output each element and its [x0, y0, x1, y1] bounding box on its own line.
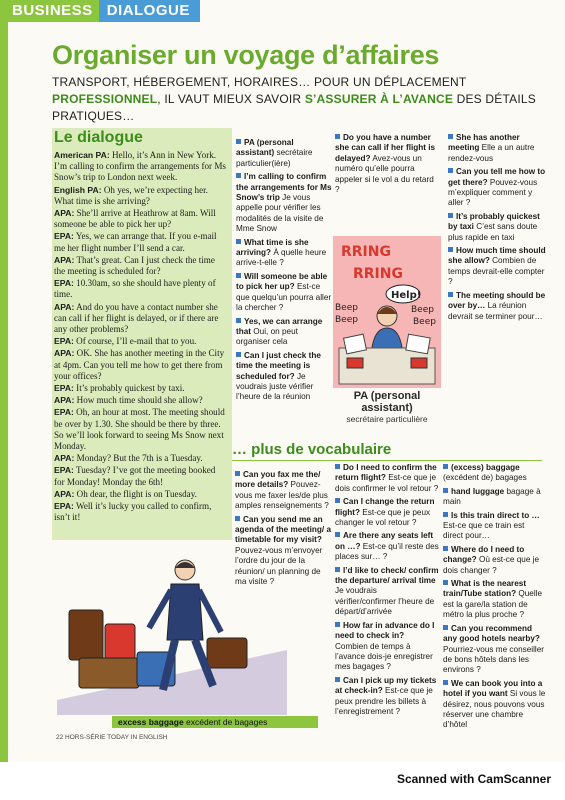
dialogue-text: She’ll arrive at Heathrow at 8am. Will someone be able to pick her up?: [54, 208, 216, 230]
speaker-label: APA:: [54, 301, 75, 312]
dialogue-text: It’s probably quickest by taxi.: [73, 383, 185, 394]
page-footer: 22 HORS-SÉRIE TODAY IN ENGLISH: [56, 734, 168, 741]
dialogue-line: [54, 395, 228, 406]
pa-caption: [330, 390, 444, 424]
glossary-item: [443, 545, 546, 576]
speaker-label: APA:: [54, 254, 75, 265]
phone-2: [411, 358, 427, 368]
speaker-label: APA:: [54, 488, 75, 499]
term-english: PA (personal assistant): [236, 138, 294, 158]
glossary-item: [235, 470, 331, 512]
speaker-label: APA:: [54, 348, 75, 359]
ringing-text-1: RRING: [341, 244, 391, 260]
term-english: What is the nearest train/Tube station?: [443, 579, 527, 599]
glossary-item: [236, 351, 332, 403]
term-french: (excédent de) bagages: [443, 473, 527, 483]
term-french: Est-ce que ce train est direct pour…: [443, 521, 525, 541]
traveller-arm-left: [149, 590, 171, 628]
term-english: I’m calling to confirm the arrangements for Ms Snow’s trip: [236, 172, 332, 203]
term-english: hand luggage: [443, 487, 504, 496]
glossary-item: [335, 463, 439, 494]
suitcase-3: [79, 658, 139, 688]
dialogue-text: 10.30am, so she should have plenty of time.: [54, 278, 216, 300]
term-english: Can I just check the time the meeting is scheduled for?: [236, 350, 321, 381]
dialogue-text: Of course, I’ll e-mail that to you.: [73, 336, 197, 347]
glossary-item: [335, 676, 439, 718]
dialogue-lines: [54, 150, 228, 525]
dialogue-text: Well it’s lucky you called to confirm, isn’t it!: [54, 501, 212, 523]
term-french: La réunion devrait se terminer pour…: [448, 301, 543, 321]
section-header: [0, 0, 250, 22]
glossary-item: [236, 172, 332, 234]
term-english: Can you fax me the/ more details?: [235, 470, 321, 490]
subtitle-highlight1: PROFESSIONNEL: [52, 92, 158, 106]
term-french: Est-ce que quelqu’un pourra aller la chercher ?: [236, 282, 332, 313]
glossary-item: [335, 566, 439, 618]
glossary-item: [448, 212, 546, 243]
term-english: The meeting should be over by…: [448, 290, 546, 311]
speaker-label: EPA:: [54, 407, 74, 418]
term-french: Quelle est la gare/la station de métro la plus proche ?: [443, 589, 543, 620]
subtitle-part3: DES DÉTAILS PRATIQUES…: [52, 92, 536, 123]
term-french: Pouvez-vous m’envoyer l’ordre du jour de la réunion/ un planning de ma visite ?: [235, 545, 323, 587]
term-french: Oui, on peut organiser cela: [236, 326, 298, 347]
term-french: Combien de temps devrait-elle compter ?: [448, 256, 545, 287]
term-french: Pouvez-vous m’expliquer comment y aller ?: [448, 177, 538, 208]
speaker-label: EPA:: [54, 465, 74, 476]
business-tag: BUSINESS: [0, 0, 99, 22]
subtitle-part1: TRANSPORT, HÉBERGEMENT, HORAIRES… POUR UN DÉPLACEMENT: [52, 75, 467, 89]
term-english: Can I pick up my tickets at check-in?: [335, 675, 437, 696]
term-english: Can you recommend any good hotels nearby?: [443, 623, 540, 644]
term-english: Can I change the return flight?: [335, 497, 435, 517]
speaker-label: EPA:: [54, 336, 74, 347]
pa-desk-illustration: [333, 236, 441, 388]
term-french: À quelle heure arrive-t-elle ?: [236, 248, 327, 268]
glossary-item: [448, 167, 546, 209]
glossary-item: [236, 138, 332, 169]
term-english: Do you have a number she can call if her flight is delayed?: [335, 133, 436, 163]
dialogue-tag: DIALOGUE: [99, 0, 200, 22]
term-french: Elle a un autre rendez-vous: [448, 143, 535, 163]
dialogue-line: [54, 255, 228, 277]
vocab-column-3: [443, 463, 546, 734]
suitcase-1: [69, 610, 103, 660]
dialogue-line: [54, 336, 228, 347]
term-french: Où est-ce que je dois changer ?: [443, 555, 540, 575]
term-french: Pourriez-vous me conseiller de bons hôtels dans les environs ?: [443, 644, 545, 675]
dialogue-line: [54, 278, 228, 300]
dialogue-line: [54, 501, 228, 523]
term-french: Je voudrais vérifier/confirmer l’heure de départ/d’arrivée: [335, 586, 435, 617]
dialogue-line: [54, 208, 228, 230]
glossary-item: [448, 133, 546, 164]
paper-pile-2: [406, 334, 430, 354]
term-english: It’s probably quickest by taxi: [448, 211, 540, 232]
dialogue-line: [54, 465, 228, 487]
term-french: Pouvez-vous me faxer les/de plus amples renseignements ?: [235, 480, 329, 511]
dialogue-line: [54, 185, 228, 207]
vocab-divider: [232, 460, 542, 461]
dialogue-text: And do you have a contact number she can call if her flight is delayed, or if there are any other problems?: [54, 301, 219, 335]
term-french: secrétaire particulier(ière): [236, 148, 313, 168]
dialogue-line: [54, 489, 228, 500]
term-english: She has another meeting: [448, 133, 520, 153]
glossary-item: [448, 291, 546, 322]
speaker-label: APA:: [54, 395, 75, 406]
term-english: Are there any seats left on …?: [335, 531, 434, 551]
dialogue-text: Yes, we can arrange that. If you e-mail me her flight number I’ll send a car.: [54, 231, 217, 253]
excess-caption-fr: excédent de bagages: [183, 717, 268, 727]
glossary-column-1: [236, 138, 332, 406]
term-english: I’d like to check/ confirm the departure/ arrival time: [335, 565, 439, 586]
term-english: Can you tell me how to get there?: [448, 167, 546, 187]
excess-baggage-illustration: [57, 540, 287, 715]
dialogue-text: Hello, it’s Ann in New York. I’m calling to confirm the arrangements for Ms Snow’s trip to London next week.: [54, 150, 226, 183]
speaker-label: EPA:: [54, 231, 74, 242]
term-english: We can book you into a hotel if you want: [443, 678, 543, 699]
dialogue-text: Oh yes, we’re expecting her. What time is she arriving?: [54, 184, 208, 206]
glossary-item: [335, 133, 439, 195]
term-english: How far in advance do I need to check in?: [335, 620, 435, 641]
dialogue-line: [54, 302, 228, 336]
dialogue-title: Le dialogue: [54, 129, 143, 146]
term-english: How much time should she allow?: [448, 246, 546, 266]
green-edge-stripe: [0, 0, 8, 762]
glossary-column-3: [448, 133, 546, 325]
term-english: (excess) baggage: [443, 463, 520, 472]
vocab-title: … plus de vocabulaire: [232, 441, 392, 458]
term-french: Avez-vous un numéro qu’elle pourra appeler si le vol a du retard ?: [335, 153, 434, 195]
glossary-item: [443, 579, 546, 621]
glossary-column-2: [335, 133, 439, 198]
term-english: Where do I need to change?: [443, 544, 525, 565]
ringing-text-2: RRING: [353, 266, 403, 282]
glossary-item: [443, 679, 546, 731]
speaker-label: EPA:: [54, 501, 74, 512]
dialogue-text: Oh dear, the flight is on Tuesday.: [74, 488, 197, 499]
glossary-item: [443, 487, 546, 508]
glossary-item: [236, 317, 332, 348]
glossary-item: [335, 497, 439, 528]
glossary-item: [443, 624, 546, 676]
term-french: Est-ce que je peux changer le vol retour ?: [335, 507, 431, 528]
speaker-label: APA:: [54, 208, 75, 219]
term-french: bagage à main: [443, 486, 541, 507]
dialogue-line: [54, 231, 228, 253]
term-french: Est-ce que je peux prendre les billets à l’enregistrement ?: [335, 686, 433, 716]
dialogue-line: [54, 407, 228, 452]
dialogue-line: [54, 348, 228, 382]
help-text: Help!: [391, 290, 422, 301]
dialogue-text: Monday? But the 7th is a Tuesday.: [74, 453, 203, 464]
speaker-label: EPA:: [54, 383, 74, 394]
dialogue-line: [54, 383, 228, 394]
paper-pile-1: [344, 334, 367, 354]
subtitle-part2: , IL VAUT MIEUX SAVOIR: [157, 92, 305, 106]
term-english: Yes, we can arrange that: [236, 316, 323, 336]
scanner-watermark: Scanned with CamScanner: [396, 772, 551, 786]
speaker-label: English PA:: [54, 184, 102, 195]
dialogue-text: Oh, an hour at most. The meeting should be over by 1.30. She should be there by three. So we’ll look forward to seeing Ms Snow next Monday.: [54, 407, 225, 452]
suitcase-5: [207, 638, 247, 668]
dialogue-line: [54, 453, 228, 464]
excess-caption-en: excess baggage: [118, 717, 184, 727]
glossary-item: [448, 246, 546, 288]
glossary-item: [443, 463, 546, 484]
glossary-item: [443, 511, 546, 542]
dialogue-text: That’s great. Can I just check the time the meeting is scheduled for?: [54, 254, 215, 277]
speaker-label: American PA:: [54, 150, 110, 160]
dialogue-text: OK. She has another meeting in the City at 4pm. Can you tell me how to get there from your offices?: [54, 348, 225, 381]
page-title: Organiser un voyage d’affaires: [52, 40, 440, 70]
subtitle-highlight2: S’ASSURER À L’AVANCE: [304, 92, 454, 106]
term-french: Je voudrais juste vérifier l’heure de la réunion: [236, 371, 314, 402]
page-subtitle: [52, 74, 542, 125]
beep-text-4: Beep: [413, 317, 436, 327]
vocab-column-2: [335, 463, 439, 720]
pa-caption-fr: secrétaire particulière: [346, 414, 428, 424]
term-english: What time is she arriving?: [236, 237, 309, 258]
glossary-item: [236, 272, 332, 314]
term-french: Est-ce qu’il reste des places sur… ?: [335, 541, 439, 562]
term-english: Is this train direct to …: [443, 511, 540, 520]
pa-caption-en: PA (personal assistant): [353, 390, 421, 414]
dialogue-text: Tuesday? I’ve got the meeting booked for Monday! Monday the 6th!: [54, 465, 216, 487]
dialogue-text: How much time should she allow?: [74, 395, 203, 406]
glossary-item: [335, 531, 439, 562]
term-french: Je vous appelle pour vérifier les modalités de la visite de Mme Snow: [236, 193, 324, 234]
beep-text-3: Beep: [411, 305, 434, 315]
excess-baggage-caption: [112, 716, 318, 728]
term-french: Combien de temps à l’avance dois-je enregistrer mes bagages ?: [335, 641, 433, 672]
phone-1: [347, 358, 363, 368]
glossary-item: [236, 238, 332, 269]
beep-text-2: Beep: [335, 315, 358, 325]
dialogue-line: [54, 150, 228, 184]
term-english: Do I need to confirm the return flight?: [335, 463, 437, 483]
term-english: Can you send me an agenda of the meeting/ a timetable for my visit?: [235, 514, 331, 545]
speaker-label: EPA:: [54, 278, 74, 289]
beep-text-1: Beep: [335, 303, 358, 313]
term-french: Si vous le désirez, nous pouvons vous réserver une chambre d’hôtel: [443, 689, 546, 730]
term-english: Will someone be able to pick her up?: [236, 271, 328, 292]
glossary-item: [335, 621, 439, 673]
speaker-label: APA:: [54, 453, 75, 464]
term-french: Est-ce que je dois confirmer le vol retour ?: [335, 473, 439, 493]
term-french: C’est sans doute plus rapide en taxi: [448, 222, 538, 242]
